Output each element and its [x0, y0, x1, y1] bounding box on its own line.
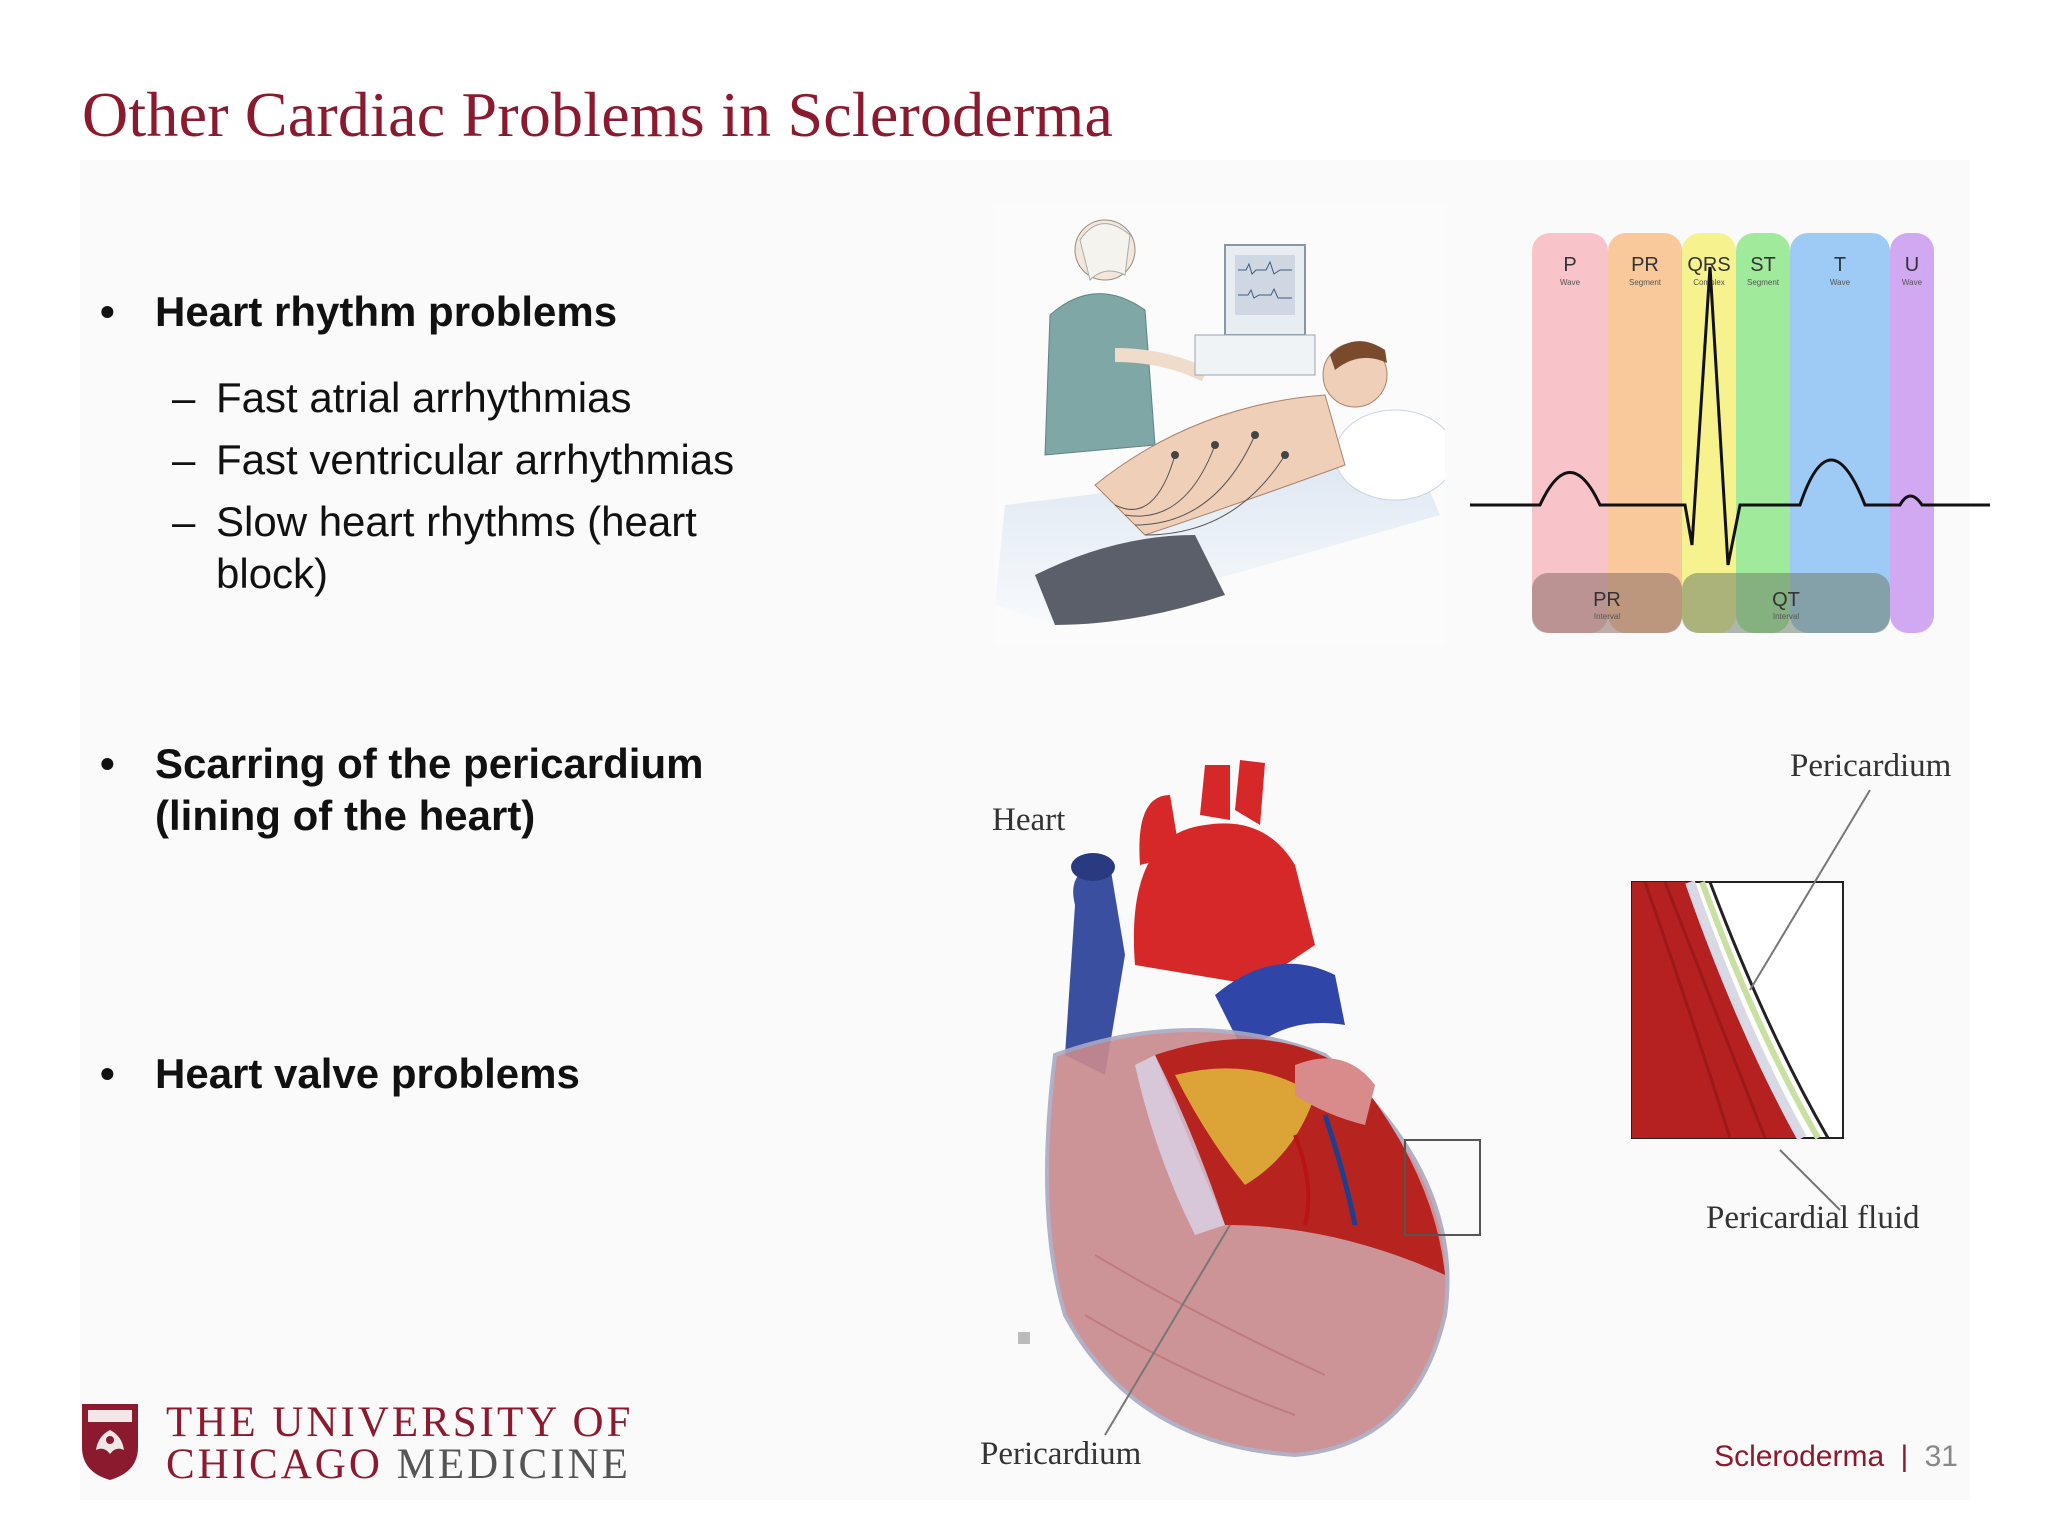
slide-title: Other Cardiac Problems in Scleroderma	[82, 79, 1114, 150]
bullet-valve	[100, 1048, 855, 1100]
qt-interval-label: QT	[1772, 589, 1800, 611]
svg-text:Wave: Wave	[1901, 278, 1923, 287]
ecg-label-qrs: QRS	[1687, 254, 1731, 276]
svg-text:Wave: Wave	[1829, 278, 1851, 287]
ecg-band-u	[1890, 233, 1934, 633]
bullet-dot: •	[100, 1050, 115, 1097]
slide-footer	[1714, 1440, 1958, 1474]
bullet-dot: •	[100, 740, 115, 787]
decorative-square	[1018, 1332, 1030, 1344]
ecg-label-t: T	[1833, 254, 1847, 276]
bullet-label: Scarring of the pericardium (lining of the heart)	[155, 740, 704, 839]
logo-line-2: CHICAGO MEDICINE	[166, 1441, 631, 1488]
footer-separator: |	[1900, 1440, 1909, 1473]
ecg-label-st: ST	[1750, 254, 1776, 276]
heart-label: Heart	[992, 802, 1066, 838]
university-logo	[80, 1398, 640, 1488]
pericardial-fluid-label: Pericardial fluid	[1706, 1200, 1920, 1236]
bullet-label: Heart rhythm problems	[155, 288, 618, 335]
ecg-label-p: P	[1563, 254, 1577, 276]
bullet-heart-rhythm	[100, 286, 855, 338]
bullet-pericardium	[100, 738, 775, 842]
pr-interval-label: PR	[1593, 589, 1621, 611]
pericardium-label-bottom: Pericardium	[980, 1436, 1142, 1472]
subitem-fast-atrial: – Fast atrial arrhythmias	[172, 374, 632, 421]
footer-title: Scleroderma	[1714, 1440, 1885, 1473]
ecg-patient-illustration	[995, 205, 1445, 645]
subitem-fast-ventricular: – Fast ventricular arrhythmias	[172, 436, 735, 483]
bullet-label: Heart valve problems	[155, 1050, 580, 1097]
bullet-dot: •	[100, 288, 115, 335]
ecg-label-u: U	[1904, 254, 1920, 276]
svg-text:Segment: Segment	[1628, 278, 1662, 287]
ecg-label-pr: PR	[1631, 254, 1659, 276]
svg-text:Complex: Complex	[1693, 278, 1725, 287]
svg-text:Wave: Wave	[1559, 278, 1581, 287]
svg-text:Segment: Segment	[1746, 278, 1780, 287]
svg-text:Interval: Interval	[1593, 612, 1621, 621]
pericardium-label-top: Pericardium	[1790, 748, 1952, 784]
heart-illustration	[995, 755, 1555, 1465]
university-shield-icon	[80, 1402, 140, 1482]
svg-text:Interval: Interval	[1772, 612, 1800, 621]
ecg-waveform-diagram	[1470, 225, 1990, 645]
inset-leader-lines	[1600, 780, 1880, 1230]
subitem-slow-rhythms: – Slow heart rhythms (heart block)	[172, 498, 697, 597]
logo-line-1: THE UNIVERSITY OF	[166, 1399, 634, 1446]
page-number: 31	[1924, 1440, 1958, 1473]
